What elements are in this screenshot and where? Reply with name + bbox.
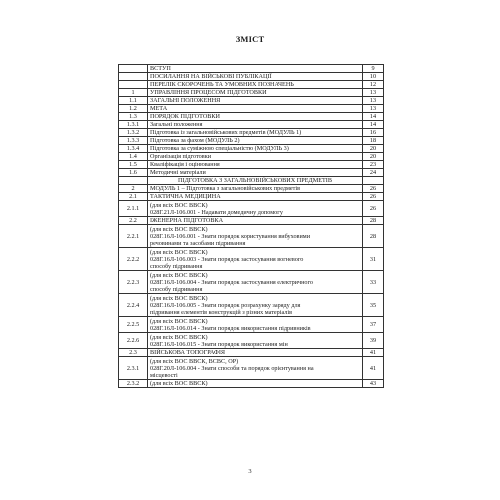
section-title: ПЕРЕЛІК СКОРОЧЕНЬ ТА УМОВНИХ ПОЗНАЧЕНЬ [148,81,363,89]
section-number: 2.2.4 [119,294,148,317]
toc-row [119,201,384,217]
toc-row [119,177,384,185]
section-title-line: 028Г.16Л-106.005 - Знати порядок розрахунку заряду для [150,301,301,309]
section-title: Методичні матеріали [148,169,363,177]
section-title-line: 028Г.16Л-106.015 - Знати порядок використання мін [150,340,288,348]
section-number: 2.2 [119,217,148,225]
section-title: ІЖЕНЕРНА ПІДГОТОВКА [148,217,363,225]
toc-row [119,333,384,349]
section-page: 9 [363,65,384,73]
section-title: Кваліфікація і оцінювання [148,161,363,169]
section-page: 41 [363,357,384,380]
section-title [148,333,363,349]
section-title-line: (для всіх ВОС ВВСК, ВСВС, ОР) [150,357,239,365]
section-page: 20 [363,153,384,161]
toc-row [119,225,384,248]
section-number: 1.6 [119,169,148,177]
section-title: Підготовка із загальновійськових предметів (МОДУЛЬ 1) [148,129,363,137]
section-title-line: способу підривання [150,285,203,293]
section-page: 31 [363,248,384,271]
toc-row [119,153,384,161]
toc-row [119,357,384,380]
toc-row [119,145,384,153]
section-page: 39 [363,333,384,349]
section-page [363,177,384,185]
toc-row [119,121,384,129]
section-number: 1.3.2 [119,129,148,137]
section-page: 13 [363,105,384,113]
toc-row [119,105,384,113]
toc-row [119,193,384,201]
toc-row [119,81,384,89]
toc-row [119,349,384,357]
section-page: 13 [363,97,384,105]
toc-row [119,89,384,97]
section-title [148,201,363,217]
section-title-line: (для всіх ВОС ВВСК) [150,294,208,302]
section-number: 1.1 [119,97,148,105]
page-number: 3 [248,468,252,475]
section-title-line: (для всіх ВОС ВВСК) [150,271,208,279]
section-title [148,294,363,317]
section-title: МОДУЛЬ 1 – Підготовка з загальновійськових предметів [148,185,363,193]
section-title [148,357,363,380]
section-page: 41 [363,349,384,357]
section-number: 2.2.6 [119,333,148,349]
section-title-line: 028Г.20Л-106.004 - Знати способи та порядок орієнтування на [150,364,314,372]
section-page: 14 [363,121,384,129]
section-title-line: речовинами та засобами підривання [150,239,246,247]
section-title [148,271,363,294]
section-title [148,225,363,248]
section-page: 26 [363,185,384,193]
section-page: 10 [363,73,384,81]
toc-row [119,129,384,137]
section-number: 1.5 [119,161,148,169]
section-number: 2.3 [119,349,148,357]
toc-row [119,271,384,294]
section-number: 2.1.1 [119,201,148,217]
section-page: 16 [363,129,384,137]
section-title-line: підривання елементів конструкцій з різних матеріалів [150,308,293,316]
section-title: ПОРЯДОК ПІДГОТОВКИ [148,113,363,121]
toc-row [119,248,384,271]
section-number: 1.3.4 [119,145,148,153]
section-title [148,317,363,333]
section-page: 13 [363,89,384,97]
section-page: 28 [363,225,384,248]
section-page: 24 [363,169,384,177]
section-title: ВСТУП [148,65,363,73]
section-title-line: (для всіх ВОС ВВСК) [150,201,208,209]
section-number [119,81,148,89]
section-number: 1 [119,89,148,97]
section-number: 1.3.1 [119,121,148,129]
section-page: 14 [363,113,384,121]
section-number: 2.2.3 [119,271,148,294]
section-title-line: 028Г.16Л-106.001 - Знати порядок користування вибуховими [150,232,311,240]
section-title: Підготовка за фахом (МОДУЛЬ 2) [148,137,363,145]
section-title-line: 028Г.16Л-106.003 - Знати порядок застосування вогневого [150,255,304,263]
section-number: 1.3 [119,113,148,121]
section-page: 26 [363,193,384,201]
section-title: Загальні положення [148,121,363,129]
section-title-line: 028Г.21Л-106.001 - Надавати домедичну допомогу [150,208,283,216]
section-page: 20 [363,145,384,153]
toc-row [119,137,384,145]
section-page: 37 [363,317,384,333]
section-number: 2.1 [119,193,148,201]
toc-row [119,113,384,121]
section-title: УПРАВЛІННЯ ПРОЦЕСОМ ПІДГОТОВКИ [148,89,363,97]
toc-row [119,185,384,193]
section-title-line: 028Г.16Л-106.014 - Знати порядок використання підривників [150,324,311,332]
section-number: 2.2.5 [119,317,148,333]
toc-row [119,73,384,81]
section-number: 2 [119,185,148,193]
document-title: ЗМІСТ [235,34,265,44]
section-number [119,177,148,185]
section-number [119,65,148,73]
section-title [148,248,363,271]
table-of-contents [118,64,384,388]
section-title: Підготовка за суміжною спеціальністю (МОДУЛЬ 3) [148,145,363,153]
section-title: МЕТА [148,105,363,113]
section-number: 1.2 [119,105,148,113]
section-page: 18 [363,137,384,145]
toc-row [119,161,384,169]
section-title-line: (для всіх ВОС ВВСК) [150,248,208,256]
toc-row [119,65,384,73]
section-title: (для всіх ВОС ВВСК) [148,380,363,388]
toc-row [119,317,384,333]
section-page: 26 [363,201,384,217]
section-number: 2.2.1 [119,225,148,248]
section-title-line: (для всіх ВОС ВВСК) [150,317,208,325]
section-title-line: (для всіх ВОС ВВСК) [150,333,208,341]
toc-row [119,380,384,388]
section-title-line: місцевості [150,371,178,379]
section-number: 2.3.2 [119,380,148,388]
section-page: 12 [363,81,384,89]
toc-row [119,97,384,105]
section-number: 1.4 [119,153,148,161]
section-title: ПІДГОТОВКА З ЗАГАЛЬНОВІЙСЬКОВИХ ПРЕДМЕТІВ [148,177,363,185]
section-title: ПОСИЛАННЯ НА ВІЙСЬКОВІ ПУБЛІКАЦІЇ [148,73,363,81]
section-page: 23 [363,161,384,169]
section-number: 1.3.3 [119,137,148,145]
section-number: 2.3.1 [119,357,148,380]
section-number: 2.2.2 [119,248,148,271]
toc-row [119,169,384,177]
section-number [119,73,148,81]
section-page: 28 [363,217,384,225]
section-page: 43 [363,380,384,388]
section-title: ВІЙСЬКОВА ТОПОГРАФІЯ [148,349,363,357]
section-title-line: (для всіх ВОС ВВСК) [150,225,208,233]
section-title: ЗАГАЛЬНІ ПОЛОЖЕННЯ [148,97,363,105]
section-title-line: способу підривання [150,262,203,270]
section-page: 33 [363,271,384,294]
section-title-line: 028Г.16Л-106.004 - Знати порядок застосування електричного [150,278,313,286]
toc-row [119,217,384,225]
section-title: Організація підготовки [148,153,363,161]
section-title: ТАКТИЧНА МЕДИЦИНА [148,193,363,201]
section-page: 35 [363,294,384,317]
toc-row [119,294,384,317]
